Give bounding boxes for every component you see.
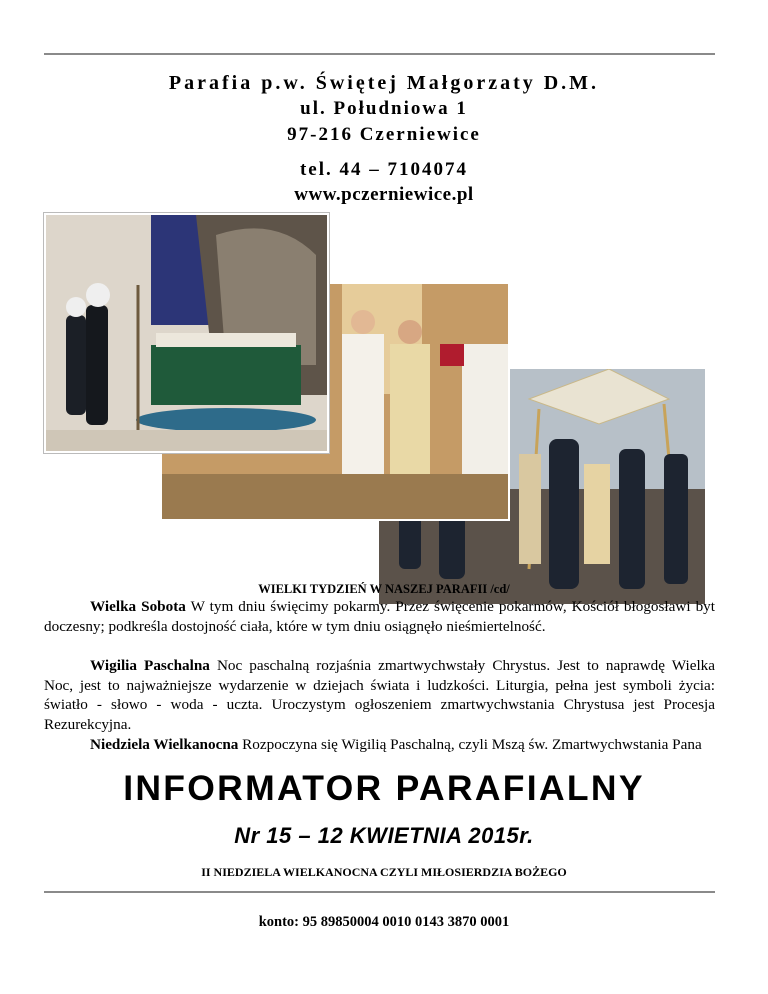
bank-account: konto: 95 89850004 0010 0143 3870 0001 [258, 914, 510, 930]
sunday-name: II NIEDZIELA WIELKANOCNA CZYLI MIŁOSIERDZIA BOŻEGO [201, 865, 567, 879]
photo-sepulchre [44, 213, 329, 453]
section-text: Rozpoczyna się Wigilią Paschalną, czyli Mszą św. Zmartwychwstania Pana [238, 736, 702, 753]
section-text: W tym dniu święcimy pokarmy. Przez święcenie pokarmów, Kościół błogosławi byt doczesny; podkreśla dostojność ciała, które w tym dniu osiągnęło nieśmiertelność. [44, 598, 715, 635]
section-heading: Wigilia Paschalna [90, 657, 210, 674]
top-divider [44, 53, 715, 55]
bulletin-title: INFORMATOR PARAFIALNY [123, 768, 645, 808]
parish-street: ul. Południowa 1 [300, 98, 468, 119]
parish-phone: tel. 44 – 7104074 [299, 159, 469, 180]
section-heading: Niedziela Wielkanocna [90, 736, 239, 753]
section-easter-vigil [44, 656, 715, 734]
section-heading: Wielka Sobota [90, 598, 186, 615]
section-holy-saturday [44, 597, 715, 636]
photo-caption: WIELKI TYDZIEŃ W NASZEJ PARAFII /cd/ [258, 582, 510, 596]
parish-city: 97-216 Czerniewice [287, 124, 481, 145]
bottom-divider [44, 891, 715, 893]
parish-website: www.pczerniewice.pl [294, 184, 474, 205]
section-easter-sunday [44, 735, 715, 755]
section-text: Noc paschalną rozjaśnia zmartwychwstały Chrystus. Jest to naprawdę Wielka Noc, jest to najważniejsze wydarzenie w dziejach świata i ludzkości. Liturgia, pełna jest symboli życia: światło - słowo - woda - uczta. Uroczystym ogłoszeniem zmartwychwstania Chrystusa jest Procesja Rezurekcyjna. [44, 657, 715, 733]
issue-number: Nr 15 – 12 KWIETNIA 2015r. [234, 823, 534, 848]
parish-name: Parafia p.w. Świętej Małgorzaty D.M. [168, 72, 600, 94]
